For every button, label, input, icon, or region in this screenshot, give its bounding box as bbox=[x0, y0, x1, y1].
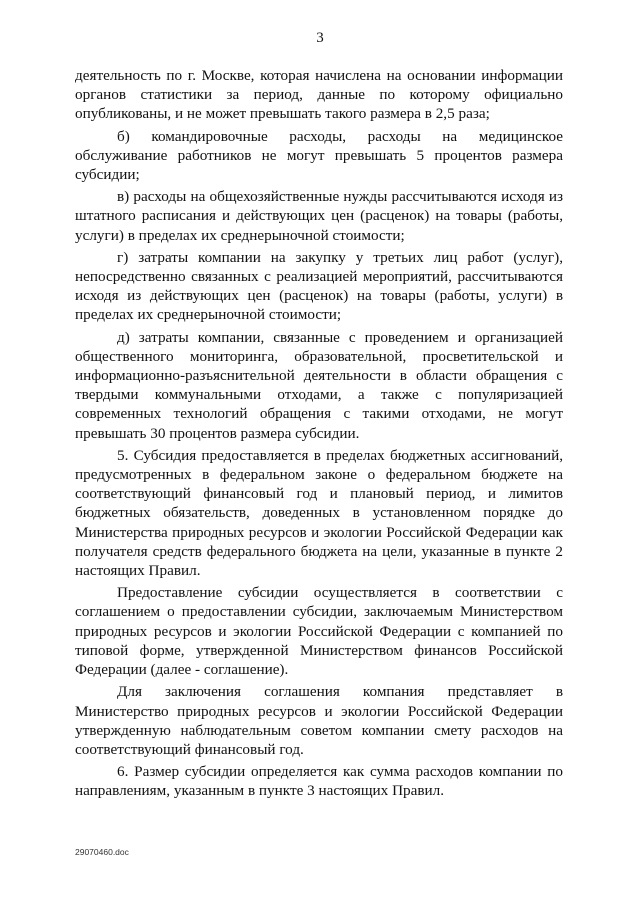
page-number: 3 bbox=[316, 30, 324, 46]
paragraph-clause-5: 5. Субсидия предоставляется в пределах бюджетных ассигнований, предусмотренных в федеральном законе о федеральном бюджете на соответствующий финансовый год и плановый период, и лимитов бюджетных обязательств, доведенных в установленном порядке до Министерства природных ресурсов и экологии Российской Федерации как получателя средств федерального бюджета на цели, указанные в пункте 2 настоящих Правил. bbox=[75, 446, 563, 580]
paragraph-clause-6: 6. Размер субсидии определяется как сумма расходов компании по направлениям, указанным в пункте 3 настоящих Правил. bbox=[75, 763, 563, 800]
paragraph-continuation: деятельность по г. Москве, которая начислена на основании информации органов статистики за период, данные по которому официально опубликованы, и не может превышать такого размера в 2,5 раза; bbox=[75, 67, 563, 123]
paragraph-item-v: в) расходы на общехозяйственные нужды рассчитываются исходя из штатного расписания и действующих цен (расценок) на товары (работы, услуги) в пределах их среднерыночной стоимости; bbox=[75, 188, 563, 244]
paragraph-agreement-conclusion: Для заключения соглашения компания представляет в Министерство природных ресурсов и экологии Российской Федерации утвержденную наблюдательным советом компании смету расходов на соответствующий финансовый год. bbox=[75, 683, 563, 758]
document-file-code: 29070460.doc bbox=[75, 847, 129, 857]
paragraph-item-g: г) затраты компании на закупку у третьих лиц работ (услуг), непосредственно связанных с реализацией мероприятий, рассчитываются исходя из действующих цен (расценок) на товары (работы, услуги) в пределах их среднерыночной стоимости; bbox=[75, 248, 563, 324]
document-body bbox=[75, 66, 563, 804]
paragraph-item-b: б) командировочные расходы, расходы на медицинское обслуживание работников не могут превышать 5 процентов размера субсидии; bbox=[75, 127, 563, 184]
paragraph-subsidy-agreement: Предоставление субсидии осуществляется в соответствии с соглашением о предоставлении субсидии, заключаемым Министерством природных ресурсов и экологии Российской Федерации с компанией по типовой форме, утвержденной Министерством финансов Российской Федерации (далее - соглашение). bbox=[75, 584, 563, 679]
paragraph-item-d: д) затраты компании, связанные с проведением и организацией общественного мониторинга, образовательной, просветительской и информационно-разъяснительной деятельности в области обращения с твердыми коммунальными отходами, а также с популяризацией современных технологий обращения с такими отходами, не могут превышать 30 процентов размера субсидии. bbox=[75, 328, 563, 442]
